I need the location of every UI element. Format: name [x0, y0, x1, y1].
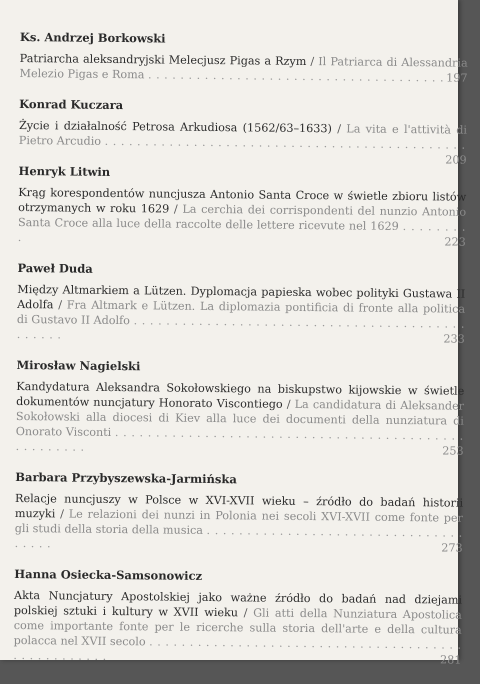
entry-title — [13, 588, 462, 668]
entry-page-number: 253 — [442, 444, 464, 458]
entry-leader-dots: . . . . . . . . . . . . . . . . . . . . . . . . . . . . . . . . . . . . . — [14, 523, 463, 551]
entry-title-italian: Il Patriarca di Alessandria Melezio Pigas e Roma — [19, 55, 468, 82]
entry-author: Mirosław Nagielski — [16, 357, 141, 374]
entry-title — [15, 491, 464, 556]
entry-title-italian: Le relazioni dei nunzi in Polonia nei secoli XVI-XVII come fonte per gli studi della storia della musica — [14, 507, 463, 537]
entry-title-polish: Między Altmarkiem a Lützen. Dyplomacja papieska wobec polityki Gustawa II Adolfa — [17, 282, 466, 312]
entry-title-italian: La candidatura di Aleksander Sokołowski alla diocesi di Kiev alla luce dei documenti della nunziatura di Onorato Visconti — [15, 397, 465, 439]
entry-title-separator: / — [169, 202, 183, 216]
entry-page-number: 273 — [441, 541, 463, 555]
entry-author: Henryk Litwin — [18, 163, 111, 179]
entry-title-separator: / — [331, 122, 347, 136]
entry-page-number: 197 — [446, 71, 468, 85]
entry-title-polish: Relacje nuncjuszy w Polsce w XVI-XVII wieku – źródło do badań historii muzyki — [14, 491, 464, 521]
entry-title — [17, 282, 466, 347]
entry-leader-dots: . . . . . . . . . . . . . . . . . . . . . . . . . . . . . . . . . . . . . — [147, 68, 445, 85]
entry-title-polish: Życie i działalność Petrosa Arkudiosa (1562/63–1633) — [18, 118, 333, 136]
entry-title — [16, 379, 465, 459]
entry-author: Paweł Duda — [17, 260, 93, 276]
toc-entry — [13, 567, 462, 668]
entry-author: Barbara Przybyszewska-Jarmińska — [15, 469, 237, 487]
entry-title — [18, 185, 467, 250]
entry-title-separator: / — [55, 507, 69, 521]
entry-page-number: 209 — [445, 153, 467, 167]
toc-entry — [18, 96, 468, 167]
entry-title-italian: La cerchia dei corrispondenti del nunzio Antonio Santa Croce alla luce della raccolte delle lettere ricevute nel 1629 — [17, 202, 467, 233]
entry-title-separator: / — [306, 55, 319, 69]
entry-leader-dots: . . . . . . . . . . . . . . . . . . . . . . . . . . . . . . . . . . . . . . . . . . . . . . . — [16, 314, 466, 342]
entry-title-polish: Akta Nuncjatury Apostolskiej jako ważne źródło do badań nad dziejami polskiej sztuki i kultury w XVII wieku — [13, 588, 463, 620]
entry-title-separator: / — [237, 606, 254, 620]
entry-leader-dots: . . . . . . . . . . . . . . . . . . . . . . . . . . . . . . . . . . . . . . . . . . . . . — [104, 134, 466, 152]
entry-title-separator: / — [282, 397, 295, 411]
entry-page-number: 233 — [443, 332, 465, 346]
entry-leader-dots: . . . . . . . . . — [17, 220, 467, 245]
entry-title-polish: Kandydatura Aleksandra Sokołowskiego na biskupstwo kijowskie w świetle dokumentów nuncjatury Honorato Viscontiego — [16, 379, 465, 411]
entry-author: Hanna Osiecka-Samsonowicz — [14, 566, 203, 583]
entry-page-number: 281 — [439, 653, 462, 667]
toc-entry — [17, 261, 466, 347]
entry-leader-dots: . . . . . . . . . . . . . . . . . . . . . . . . . . . . . . . . . . . . . . . . . . . . . . . . . . . — [13, 635, 462, 663]
entry-title-italian: Gli atti della Nunziatura Apostolica come importante fonte per le ricerche sulla storia dell'arte e della cultura polacca nel XVII secolo — [13, 606, 462, 649]
entry-title-italian: Fra Altmark e Lützen. La diplomazia pontificia di fronte alla politica di Gustavo II Adolfo — [16, 298, 466, 328]
toc-entry — [18, 164, 467, 250]
toc-entry — [16, 358, 465, 459]
table-of-contents — [13, 30, 468, 684]
toc-entry — [19, 30, 468, 86]
entry-title — [18, 118, 468, 167]
entry-title-polish: Krąg korespondentów nuncjusza Antonio Santa Croce w świetle zbioru listów otrzymanych w roku 1629 — [18, 185, 467, 216]
entry-leader-dots: . . . . . . . . . . . . . . . . . . . . . . . . . . . . . . . . . . . . . . . . . . . . . . . . . . . . — [15, 426, 464, 454]
entry-title-separator: / — [53, 298, 67, 312]
entry-author: Ks. Andrzej Borkowski — [19, 30, 166, 46]
entry-title-italian: La vita e l'attività di Pietro Arcudio — [18, 122, 468, 148]
toc-entry — [15, 470, 464, 556]
entry-author: Konrad Kuczara — [19, 96, 124, 113]
entry-title — [19, 51, 467, 86]
entry-page-number: 223 — [444, 235, 466, 249]
entry-title-polish: Patriarcha aleksandryjski Melecjusz Pigas a Rzym — [19, 51, 307, 69]
